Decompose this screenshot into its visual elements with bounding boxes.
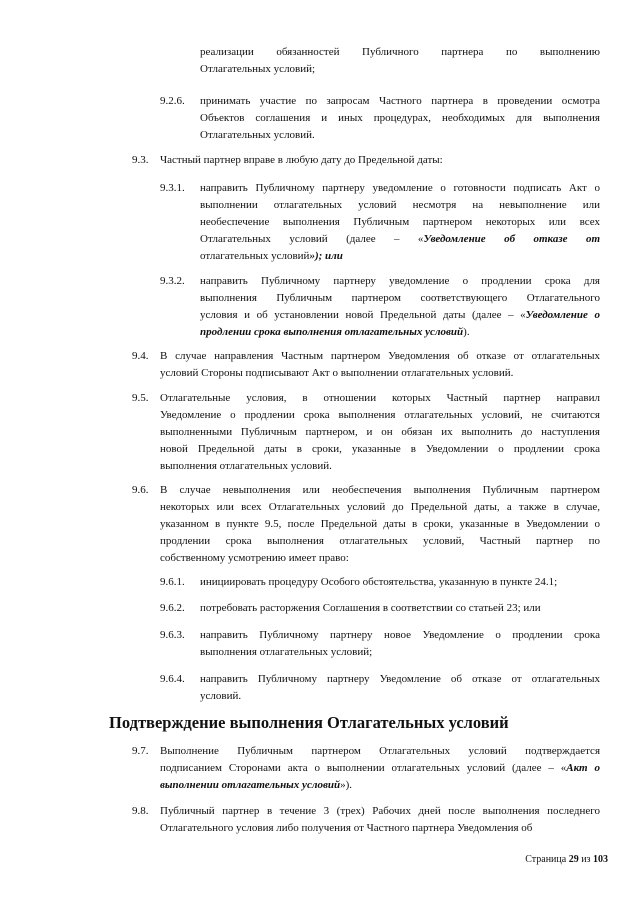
text-segment: выполнения отлагательных условий; — [200, 646, 373, 658]
text-segment: Частный партнер вправе в любую дату до Предельной даты: — [160, 154, 443, 166]
text-line — [200, 290, 600, 307]
text-line — [160, 743, 600, 760]
clause-number: 9.3.2. — [160, 275, 185, 287]
clause-number: 9.4. — [132, 350, 149, 362]
text-line — [200, 180, 600, 197]
text-line — [200, 644, 600, 661]
text-line — [160, 482, 600, 499]
defined-term: Уведомление о — [525, 309, 600, 321]
defined-term: выполнении отлагательных условий — [160, 779, 341, 791]
page-separator: из — [581, 854, 591, 865]
text-line — [160, 424, 600, 441]
text-line — [200, 688, 600, 705]
text-line — [160, 760, 600, 777]
clause-number: 9.3. — [132, 154, 149, 166]
text-segment: инициировать процедуру Особого обстоятельства, указанную в пункте 24.1; — [200, 576, 558, 588]
defined-term: продлении срока выполнения отлагательных условий — [200, 326, 464, 338]
text-segment: условия и об установлении новой Предельной даты (далее – « — [200, 309, 526, 321]
text-line — [200, 671, 600, 688]
clause-text-9-5 — [160, 390, 600, 475]
text-line — [160, 365, 600, 382]
clause-text-9-8 — [160, 803, 600, 837]
text-line — [200, 574, 600, 591]
text-line — [160, 390, 600, 407]
clause-text-9-6-1 — [200, 574, 600, 591]
section-heading: Подтверждение выполнения Отлагательных условий — [109, 713, 509, 732]
text-segment: отлагательных условий — [200, 250, 310, 262]
text-segment: Публичный партнер в течение 3 (трех) Рабочих дней после выполнения последнего — [160, 805, 600, 817]
text-segment: В случае невыполнения или необеспечения выполнения Публичным партнером — [160, 484, 600, 496]
text-segment: подписанием Сторонами акта о выполнении отлагательных условий (далее – « — [160, 762, 567, 774]
text-line — [200, 197, 600, 214]
clause-text-9-2-6 — [200, 93, 600, 144]
text-segment: Отлагательного условия либо получения от Частного партнера Уведомления об — [160, 822, 533, 834]
text-line — [200, 307, 600, 324]
text-segment: новой Предельной даты в сроки, указанные в Уведомлении о продлении срока — [160, 443, 600, 455]
clause-text-cont — [200, 44, 600, 78]
text-segment: Объектов соглашения и иных процедурах, необходимых для выполнения — [200, 112, 600, 124]
text-segment: выполнении отлагательных условий несмотря на невыполнение или — [200, 199, 600, 211]
text-line — [200, 61, 600, 78]
text-segment: Отлагательных условий. — [200, 129, 315, 141]
text-line — [200, 44, 600, 61]
clause-number: 9.6.2. — [160, 602, 185, 614]
text-line — [200, 273, 600, 290]
text-line — [160, 348, 600, 365]
page-footer — [525, 851, 608, 868]
text-segment: условий Стороны подписывают Акт о выполнении отлагательных условий. — [160, 367, 514, 379]
defined-term: Уведомление об отказе от — [423, 233, 601, 245]
text-line — [160, 441, 600, 458]
text-segment: потребовать расторжения Соглашения в соответствии со статьей 23; или — [200, 602, 541, 614]
clause-text-9-6-4 — [200, 671, 600, 705]
clause-text-9-3 — [160, 152, 600, 169]
text-line — [160, 820, 600, 837]
text-line — [200, 214, 600, 231]
defined-term: »); или — [309, 250, 343, 262]
text-line — [160, 516, 600, 533]
text-segment: принимать участие по запросам Частного партнера в проведении осмотра — [200, 95, 600, 107]
text-segment: указанном в пункте 9.5, после Предельной даты в сроки, указанные в Уведомлении о — [160, 518, 600, 530]
text-segment: направить Публичному партнеру новое Уведомление о продлении срока — [200, 629, 600, 641]
text-line — [160, 550, 600, 567]
clause-text-9-3-2 — [200, 273, 600, 341]
text-line — [160, 533, 600, 550]
text-line — [200, 627, 600, 644]
text-segment: ). — [463, 326, 470, 338]
text-line — [160, 499, 600, 516]
text-segment: направить Публичному партнеру Уведомление об отказе от отлагательных — [200, 673, 600, 685]
clause-number: 9.7. — [132, 745, 149, 757]
clause-text-9-7 — [160, 743, 600, 794]
text-line — [160, 407, 600, 424]
text-line — [160, 777, 600, 794]
text-segment: необеспечение выполнения Публичным партнером некоторых или всех — [200, 216, 600, 228]
text-line — [200, 600, 600, 617]
text-segment: выполнения отлагательных условий. — [160, 460, 332, 472]
clause-text-9-3-1 — [200, 180, 600, 265]
text-segment: условий. — [200, 690, 242, 702]
text-segment: В случае направления Частным партнером Уведомления об отказе от отлагательных — [160, 350, 600, 362]
text-line — [160, 152, 600, 169]
current-page-number: 29 — [568, 854, 579, 865]
clause-number: 9.6. — [132, 484, 149, 496]
text-segment: Уведомление о продлении срока выполнения отлагательных условий, не считаются — [160, 409, 600, 421]
text-line — [200, 248, 600, 265]
clause-text-9-6-2 — [200, 600, 600, 617]
clause-text-9-4 — [160, 348, 600, 382]
text-segment: некоторых или всех Отлагательных условий до Предельной даты, а также в случае, — [160, 501, 600, 513]
total-page-count: 103 — [593, 854, 608, 865]
text-line — [200, 127, 600, 144]
clause-number: 9.8. — [132, 805, 149, 817]
clause-text-9-6-3 — [200, 627, 600, 661]
text-line — [200, 231, 600, 248]
clause-number: 9.6.3. — [160, 629, 185, 641]
text-segment: выполненными Публичным партнером, и он обязан их выполнить до наступления — [160, 426, 600, 438]
text-segment: реализации обязанностей Публичного партнера по выполнению — [200, 46, 600, 58]
text-line — [200, 324, 600, 341]
text-segment: »). — [340, 779, 353, 791]
text-segment: продлении срока выполнения отлагательных условий, Частный партнер по — [160, 535, 600, 547]
clause-number: 9.3.1. — [160, 182, 185, 194]
text-line — [160, 458, 600, 475]
text-segment: Выполнение Публичным партнером Отлагательных условий подтверждается — [160, 745, 600, 757]
page-label: Страница — [525, 854, 567, 865]
text-segment: направить Публичному партнеру уведомление о готовности подписать Акт о — [200, 182, 600, 194]
text-line — [160, 803, 600, 820]
text-segment: Отлагательные условия, в отношении которых Частный партнер направил — [160, 392, 600, 404]
clause-number: 9.6.1. — [160, 576, 185, 588]
defined-term: Акт о — [566, 762, 600, 774]
text-segment: направить Публичному партнеру уведомление о продлении срока для — [200, 275, 600, 287]
text-segment: выполнения Публичным партнером соответствующего Отлагательного — [200, 292, 600, 304]
clause-text-9-6 — [160, 482, 600, 567]
text-segment: Отлагательных условий; — [200, 63, 316, 75]
clause-number: 9.2.6. — [160, 95, 185, 107]
text-line — [200, 110, 600, 127]
clause-number: 9.5. — [132, 392, 149, 404]
clause-number: 9.6.4. — [160, 673, 185, 685]
text-segment: собственному усмотрению имеет право: — [160, 552, 349, 564]
text-segment: Отлагательных условий (далее – « — [200, 233, 424, 245]
text-line — [200, 93, 600, 110]
